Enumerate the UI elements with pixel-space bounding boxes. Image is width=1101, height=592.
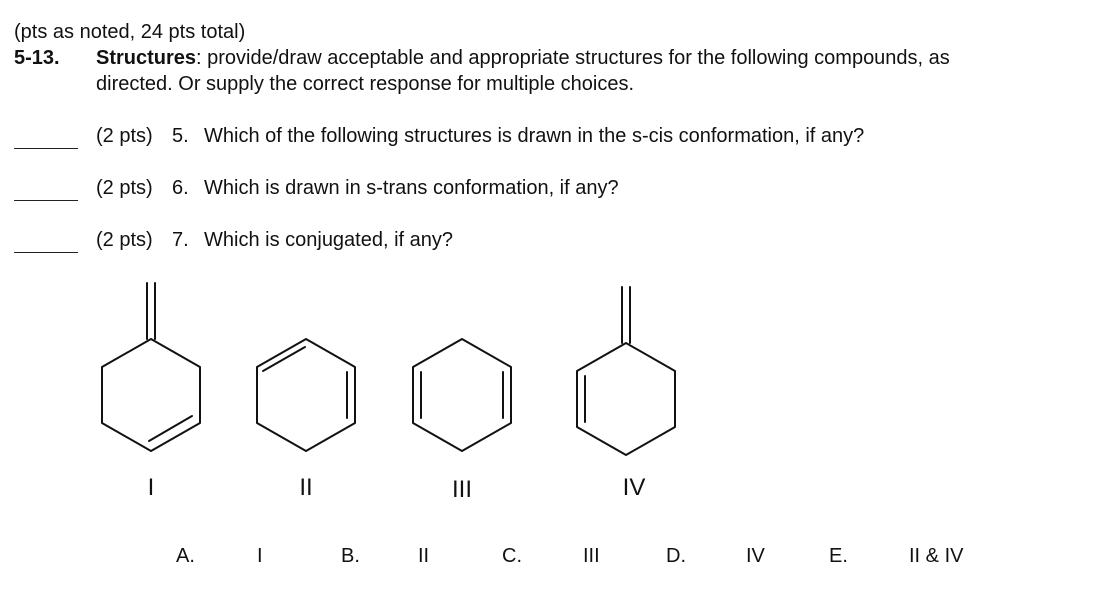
question-5-number: 5.	[172, 125, 189, 147]
question-6-number: 6.	[172, 177, 189, 199]
choice-a-value: I	[257, 545, 263, 567]
choice-b-value: II	[418, 545, 430, 567]
question-7-number: 7.	[172, 229, 189, 251]
choice-c-value: III	[583, 545, 600, 567]
section-title: Structures	[96, 47, 197, 69]
question-6-text: Which is drawn in s-trans conformation, if any?	[204, 177, 619, 199]
question-7-text: Which is conjugated, if any?	[204, 229, 454, 251]
choice-e-letter: E.	[829, 545, 848, 567]
choice-b-letter: B.	[341, 545, 360, 567]
question-7-points: (2 pts)	[96, 229, 153, 251]
structure-label-I: I	[147, 474, 155, 501]
structure-IV	[577, 287, 675, 455]
structure-label-IV: IV	[622, 474, 646, 501]
choice-d-value: IV	[746, 545, 765, 567]
choice-e-value: II & IV	[909, 545, 964, 567]
choice-d-letter: D.	[666, 545, 686, 567]
section-number: 5-13.	[14, 47, 60, 69]
question-5-points: (2 pts)	[96, 125, 153, 147]
question-6-points: (2 pts)	[96, 177, 153, 199]
points-note: (pts as noted, 24 pts total)	[14, 21, 246, 43]
structure-I	[102, 283, 200, 451]
choice-a-letter: A.	[176, 545, 195, 567]
structure-III	[413, 339, 511, 451]
choice-c-letter: C.	[502, 545, 522, 567]
question-5-text: Which of the following structures is drawn in the s-cis conformation, if any?	[204, 125, 865, 147]
instruction-line-2: directed. Or supply the correct response for multiple choices.	[96, 73, 635, 95]
instruction-text: : provide/draw acceptable and appropriate structures for the following compounds, as	[196, 47, 950, 69]
structure-II	[257, 339, 355, 451]
structure-label-III: III	[451, 476, 472, 503]
structure-label-II: II	[299, 474, 313, 501]
